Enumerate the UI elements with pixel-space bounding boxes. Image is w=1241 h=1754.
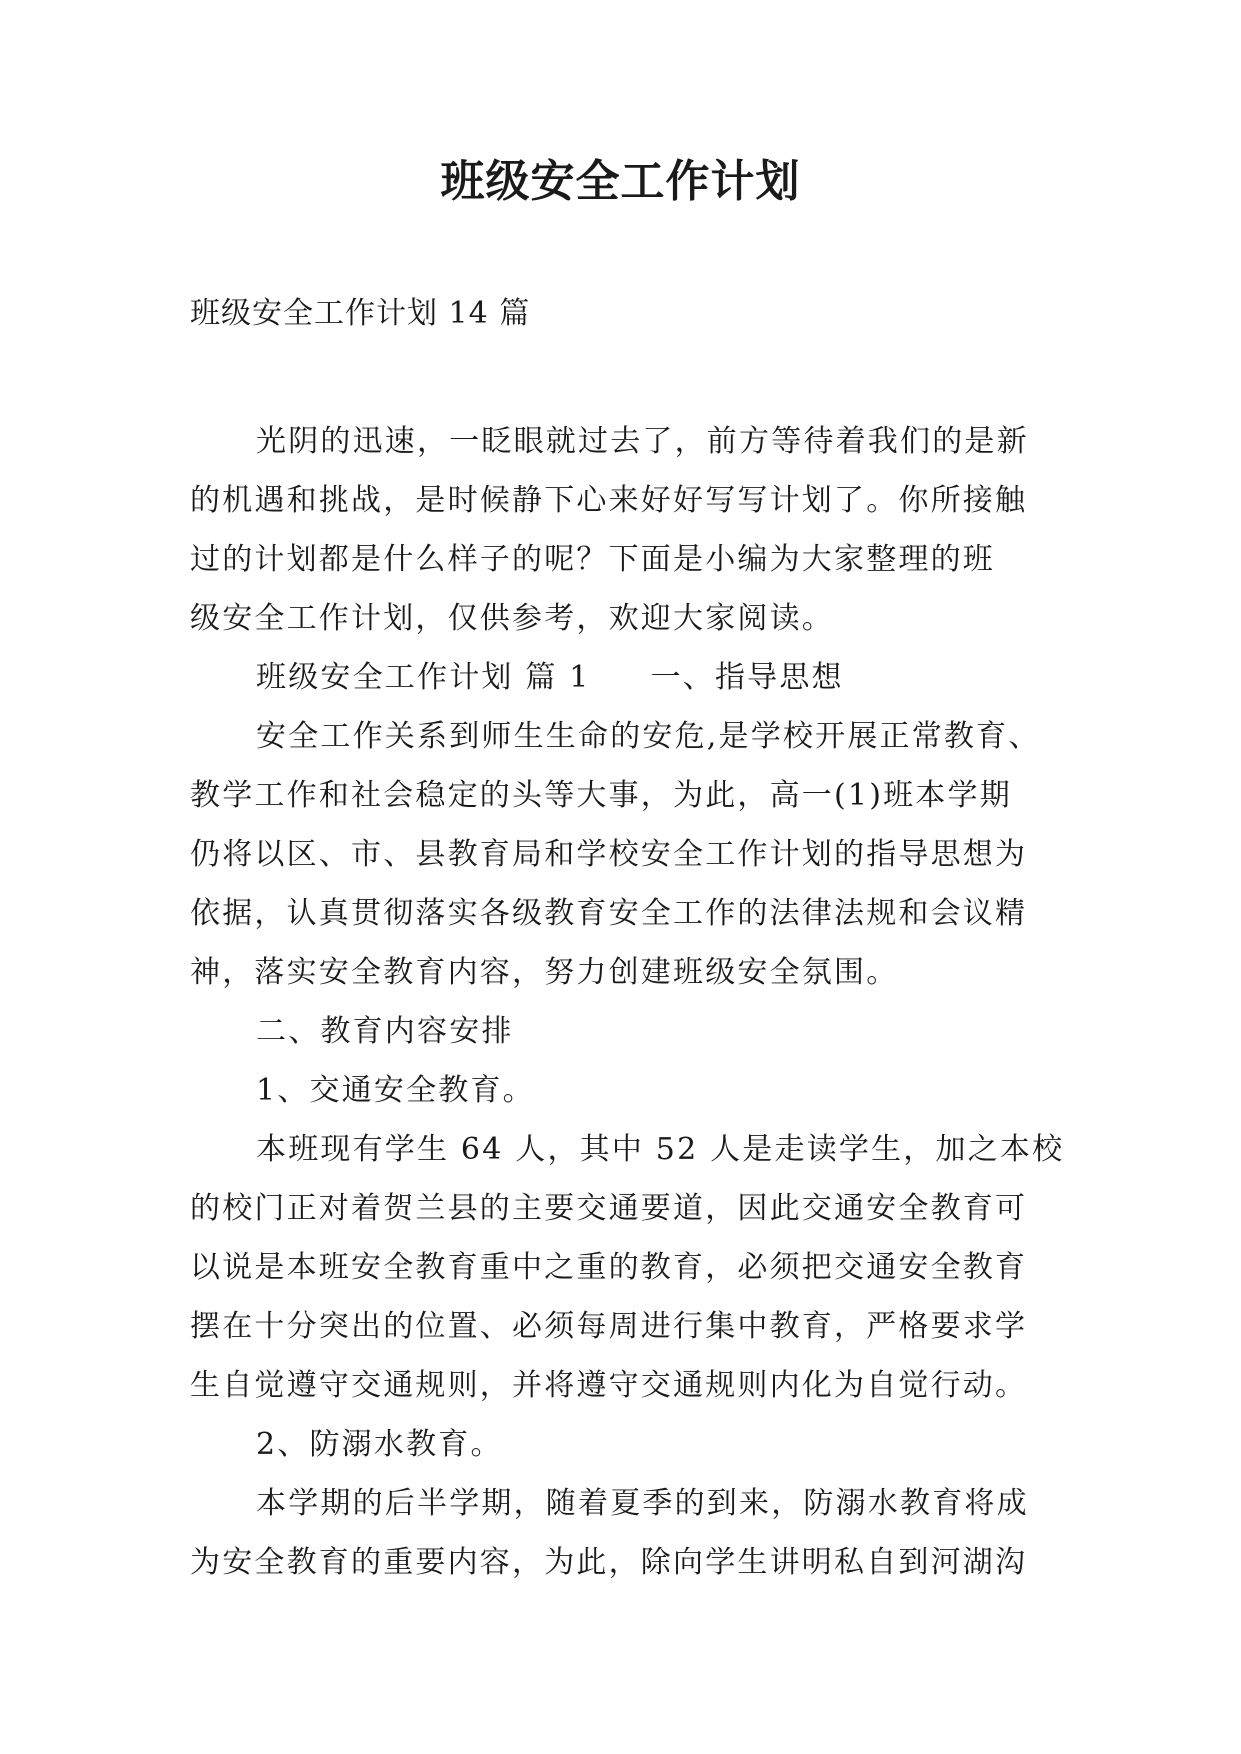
text-line-content: 过的计划都是什么样子的呢？下面是小编为大家整理的班	[190, 542, 995, 577]
text-line	[190, 1533, 1060, 1592]
text-line-content: 二、教育内容安排	[256, 1014, 514, 1049]
text-line-content: 班级安全工作计划 篇 1	[256, 660, 591, 695]
text-line-content: 本学期的后半学期，随着夏季的到来，防溺水教育将成	[256, 1486, 1029, 1521]
text-line-content: 光阴的迅速，一眨眼就过去了，前方等待着我们的是新	[256, 424, 1029, 459]
text-line-content: 以说是本班安全教育重中之重的教育，必须把交通安全教育	[190, 1250, 1028, 1285]
text-line-content: 1、交通安全教育。	[256, 1073, 535, 1108]
text-line	[190, 1120, 1065, 1179]
text-line-content: 生自觉遵守交通规则，并将遵守交通规则内化为自觉行动。	[190, 1368, 1028, 1403]
text-line	[190, 471, 1060, 530]
text-line	[190, 589, 1060, 648]
text-line-content: 安全工作关系到师生生命的安危,是学校开展正常教育、	[256, 719, 1041, 754]
text-line	[190, 1415, 1060, 1474]
text-line	[190, 412, 1060, 471]
text-line-content: 摆在十分突出的位置、必须每周进行集中教育，严格要求学	[190, 1309, 1028, 1344]
text-line	[190, 1061, 1060, 1120]
text-line	[190, 1356, 1060, 1415]
document-subtitle: 班级安全工作计划 14 篇	[190, 296, 531, 331]
text-line	[190, 707, 1060, 766]
text-line-content: 神，落实安全教育内容，努力创建班级安全氛围。	[190, 955, 899, 990]
text-line	[190, 943, 1060, 1002]
text-line	[190, 1297, 1060, 1356]
text-line	[190, 1179, 1060, 1238]
text-line-content: 依据，认真贯彻落实各级教育安全工作的法律法规和会议精	[190, 896, 1028, 931]
text-line	[190, 648, 1060, 707]
text-line	[190, 1238, 1060, 1297]
text-line-content: 的校门正对着贺兰县的主要交通要道，因此交通安全教育可	[190, 1191, 1028, 1226]
text-line	[190, 530, 1060, 589]
text-line-content: 为安全教育的重要内容，为此，除向学生讲明私自到河湖沟	[190, 1545, 1028, 1580]
text-line	[190, 825, 1060, 884]
text-line-content: 的机遇和挑战，是时候静下心来好好写写计划了。你所接触	[190, 483, 1028, 518]
text-line	[190, 1002, 1060, 1061]
document-title: 班级安全工作计划	[440, 156, 801, 207]
text-line-content: 级安全工作计划，仅供参考，欢迎大家阅读。	[190, 601, 834, 636]
text-line	[190, 766, 1060, 825]
text-line-content: 仍将以区、市、县教育局和学校安全工作计划的指导思想为	[190, 837, 1028, 872]
text-line-content: 本班现有学生 64 人，其中 52 人是走读学生，加之本校	[256, 1132, 1065, 1167]
text-line-content: 教学工作和社会稳定的头等大事，为此，高一(1)班本学期	[190, 778, 1012, 813]
text-line-content: 2、防溺水教育。	[256, 1427, 503, 1462]
text-line	[190, 884, 1060, 943]
document-body	[190, 412, 1065, 1592]
section-heading: 一、指导思想	[650, 660, 844, 695]
text-line	[190, 1474, 1060, 1533]
